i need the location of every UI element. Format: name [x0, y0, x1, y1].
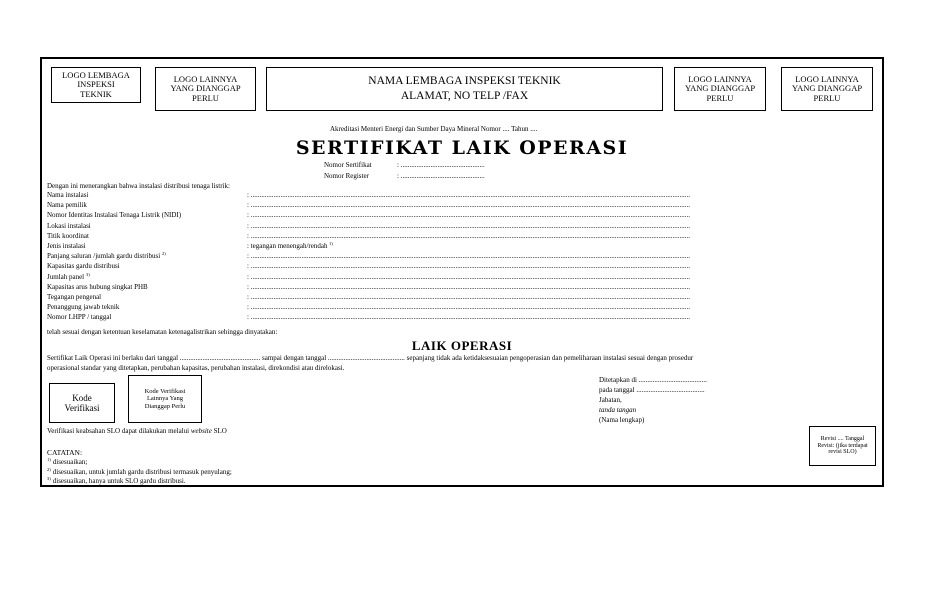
logo-lembaga-box: [51, 67, 141, 103]
logo-lainnya-right1-box: [674, 67, 766, 111]
nomor-register-value: : ................................................: [397, 172, 485, 180]
field-label: Titik koordinat: [47, 231, 89, 240]
catatan-title: CATATAN:: [47, 448, 83, 457]
field-value: : ...........................................................................................................................................................................................................................................................: [247, 211, 690, 220]
catatan-number: 1): [47, 457, 51, 462]
jabatan-text: Jabatan,: [599, 396, 622, 404]
field-value: : ...........................................................................................................................................................................................................................................................: [247, 293, 690, 301]
field-value: : ...........................................................................................................................................................................................................................................................: [247, 262, 690, 271]
field-label: Nama pemilik: [47, 201, 87, 210]
certificate-frame: [40, 57, 884, 487]
akreditasi-text: Akreditasi Menteri Energi dan Sumber Daya Mineral Nomor .... Tahun ....: [330, 125, 538, 133]
kode-verifikasi-box: [49, 383, 115, 423]
nomor-sertifikat-label: Nomor Sertifikat: [324, 161, 372, 169]
field-label-sup: 3): [86, 271, 90, 277]
logo-lainnya-right2-box: [781, 67, 873, 111]
catatan-text: disesuaikan, untuk jumlah gardu distribusi termasuk penyulang;: [52, 467, 232, 476]
field-value: : tegangan menengah/rendah: [247, 242, 328, 250]
field-label-sup: 2): [162, 251, 166, 257]
field-value: : ...........................................................................................................................................................................................................................................................: [247, 231, 690, 240]
catatan-list: [47, 459, 232, 488]
tanda-tangan-text: tanda tangan: [599, 406, 637, 414]
field-label: Penanggung jawab teknik: [47, 303, 120, 312]
field-row: [47, 231, 690, 243]
nomor-register-label: Nomor Register: [324, 172, 369, 180]
ditetapkan-di-text: Ditetapkan di .......................................: [599, 376, 707, 384]
catatan-item: [47, 478, 232, 488]
field-value: : ...........................................................................................................................................................................................................................................................: [247, 252, 690, 261]
revisi-box: [809, 426, 876, 466]
verifikasi-web: website: [190, 427, 212, 435]
field-label: Jumlah panel: [47, 272, 85, 281]
field-label: Tegangan pengenal: [47, 293, 102, 301]
nama-lembaga-text: NAMA LEMBAGA INSPEKSI TEKNIK: [368, 75, 561, 88]
logo-lainnya-right2-text: LOGO LAINNYA YANG DIANGGAP PERLU: [791, 73, 863, 103]
field-value: : ...........................................................................................................................................................................................................................................................: [247, 201, 690, 210]
certificate-title: SERTIFIKAT LAIK OPERASI: [295, 137, 629, 159]
logo-lainnya-left-box: [155, 67, 256, 111]
field-label: Nomor Identitas Instalasi Tenaga Listrik (NIDI): [47, 211, 182, 220]
berlaku-line2: operasional standar yang ditetapkan, perubahan kapasitas, perubahan instalasi, direkondisi atau direlokasi.: [47, 364, 345, 372]
revisi-text: Revisi .... Tanggal Revisi: (jika terdapat revisi SLO): [817, 435, 868, 456]
kode-verifikasi-lain-text: Kode Verifikasi Lainnya Yang Dianggap Perlu: [144, 388, 186, 410]
field-label: Jenis instalasi: [47, 242, 86, 250]
alamat-text: ALAMAT, NO TELP /FAX: [400, 90, 529, 102]
laik-operasi-heading: LAIK OPERASI: [411, 338, 513, 353]
field-label: Panjang saluran /jumlah gardu distribusi: [47, 252, 161, 261]
field-label: Nama instalasi: [47, 191, 89, 199]
field-value: : ...........................................................................................................................................................................................................................................................: [247, 282, 690, 291]
nama-lembaga-box: [266, 67, 663, 111]
field-value: : ...........................................................................................................................................................................................................................................................: [247, 221, 690, 230]
field-label: Kapasitas gardu distribusi: [47, 262, 120, 271]
field-row: [47, 313, 690, 324]
field-label: Nomor LHPP / tanggal: [47, 313, 112, 322]
kode-verifikasi-text: Kode Verifikasi: [64, 392, 100, 413]
telah-sesuai-text: telah sesuai dengan ketentuan keselamatan ketenagalistrikan sehingga dinyatakan:: [47, 328, 278, 336]
field-label: Lokasi instalasi: [47, 221, 91, 230]
berlaku-line1: Sertifikat Laik Operasi ini berlaku dari tanggal .............................................. sampai dengan tanggal ............................................ sepanjang tidak ada ketidaksesuaian pengoperasian dan pemeliharaan instalasi sesuai dengan prosedur: [47, 354, 694, 362]
catatan-text: disesuaikan, hanya untuk SLO gardu distribusi.: [52, 477, 186, 485]
kode-verifikasi-lain-box: [128, 375, 202, 423]
catatan-number: 2): [47, 466, 51, 472]
verifikasi-post: SLO: [211, 427, 227, 435]
nama-lengkap-text: (Nama lengkap): [599, 416, 645, 424]
field-value-sup: 1): [329, 241, 333, 246]
logo-lainnya-right1-text: LOGO LAINNYA YANG DIANGGAP PERLU: [684, 73, 756, 103]
verifikasi-text: [47, 428, 227, 435]
logo-lembaga-text: LOGO LEMBAGA INSPEKSI TEKNIK: [62, 69, 130, 99]
logo-lainnya-left-text: LOGO LAINNYA YANG DIANGGAP PERLU: [170, 73, 241, 103]
field-row: [47, 211, 690, 222]
catatan-number: 3): [47, 476, 51, 481]
field-value: : ...........................................................................................................................................................................................................................................................: [247, 191, 690, 199]
field-value: : ...........................................................................................................................................................................................................................................................: [247, 303, 690, 312]
field-value: : ...........................................................................................................................................................................................................................................................: [247, 313, 690, 322]
field-value: : ...........................................................................................................................................................................................................................................................: [247, 272, 690, 281]
pada-tanggal-text: pada tanggal .......................................: [599, 386, 705, 394]
verifikasi-pre: Verifikasi keabsahan SLO dapat dilakukan melalui: [47, 427, 191, 435]
field-label: Kapasitas arus hubung singkat PHB: [47, 282, 148, 291]
field-row: [47, 262, 690, 273]
catatan-text: disesuaikan;: [52, 458, 88, 466]
nomor-sertifikat-value: : ................................................: [397, 161, 485, 169]
intro-text: Dengan ini menerangkan bahwa instalasi distribusi tenaga listrik:: [47, 182, 230, 190]
